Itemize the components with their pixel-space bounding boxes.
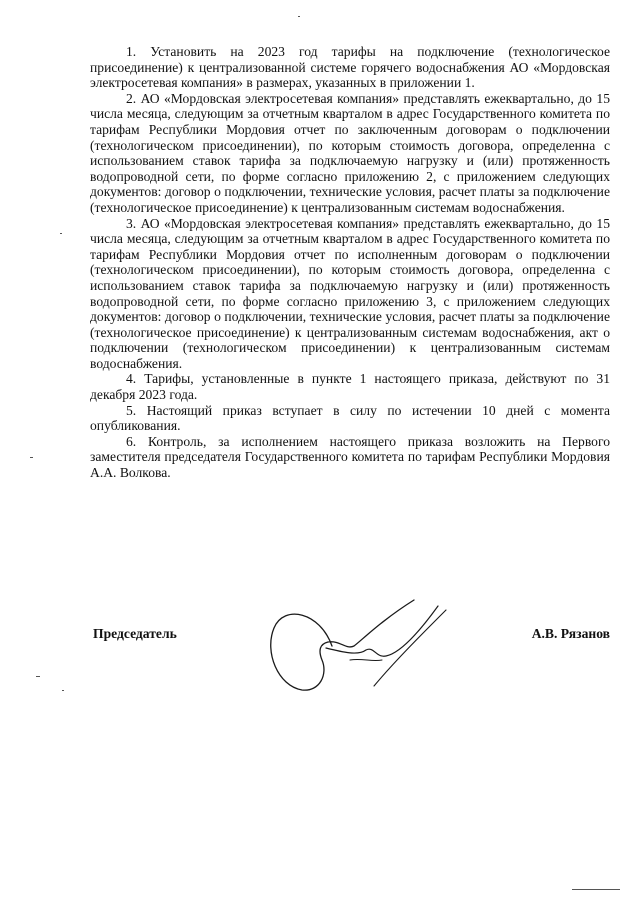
clause-5: 5. Настоящий приказ вступает в силу по истечении 10 дней с момента опубликования. (90, 402, 610, 434)
scan-speck (60, 233, 62, 234)
scan-speck (36, 676, 40, 677)
scan-speck (62, 690, 64, 691)
order-body (90, 44, 610, 481)
clause-3: 3. АО «Мордовская электросетевая компания» представлять ежеквартально, до 15 числа месяца, следующим за отчетным кварталом в адрес Государственного комитета по тарифам Республики Мордовия отчет по исполненным договорам о подключении (технологическом присоединении), по которым стоимость договора, определенна с использованием ставок тарифа за подключаемую нагрузку и (или) протяженность водопроводной сети, по форме согласно приложению 3, с приложением следующих документов: договор о подключении, технические условия, расчет платы за подключение (технологическое присоединение) к централизованным системам водоснабжения, акт о подключении (технологическом присоединении) к централизованным системам водоснабжения. (90, 215, 610, 371)
scan-speck (30, 457, 33, 458)
clause-1: 1. Установить на 2023 год тарифы на подключение (технологическое присоединение) к централизованной системе горячего водоснабжения АО «Мордовская электросетевая компания» в размерах, указанных в приложении 1. (90, 44, 610, 91)
handwritten-signature (262, 590, 462, 700)
clause-2: 2. АО «Мордовская электросетевая компания» представлять ежеквартально, до 15 числа месяца, следующим за отчетным кварталом в адрес Государственного комитета по тарифам Республики Мордовия отчет по заключенным договорам о подключении (технологическом присоединении), по которым стоимость договора, определенна с использованием ставок тарифа за подключаемую нагрузку и (или) протяженность водопроводной сети, по форме согласно приложению 2, с приложением следующих документов: договор о подключении, технические условия, расчет платы за подключение (технологическое присоединение) к централизованным системам водоснабжения. (90, 90, 610, 215)
signatory-position: Председатель (93, 626, 177, 641)
clause-6: 6. Контроль, за исполнением настоящего приказа возложить на Первого заместителя председателя Государственного комитета по тарифам Республики Мордовия А.А. Волкова. (90, 433, 610, 481)
scan-speck (298, 16, 300, 17)
scan-speck (572, 889, 620, 890)
signatory-name: А.В. Рязанов (531, 626, 610, 641)
clause-4: 4. Тарифы, установленные в пункте 1 настоящего приказа, действуют по 31 декабря 2023 года. (90, 371, 610, 403)
